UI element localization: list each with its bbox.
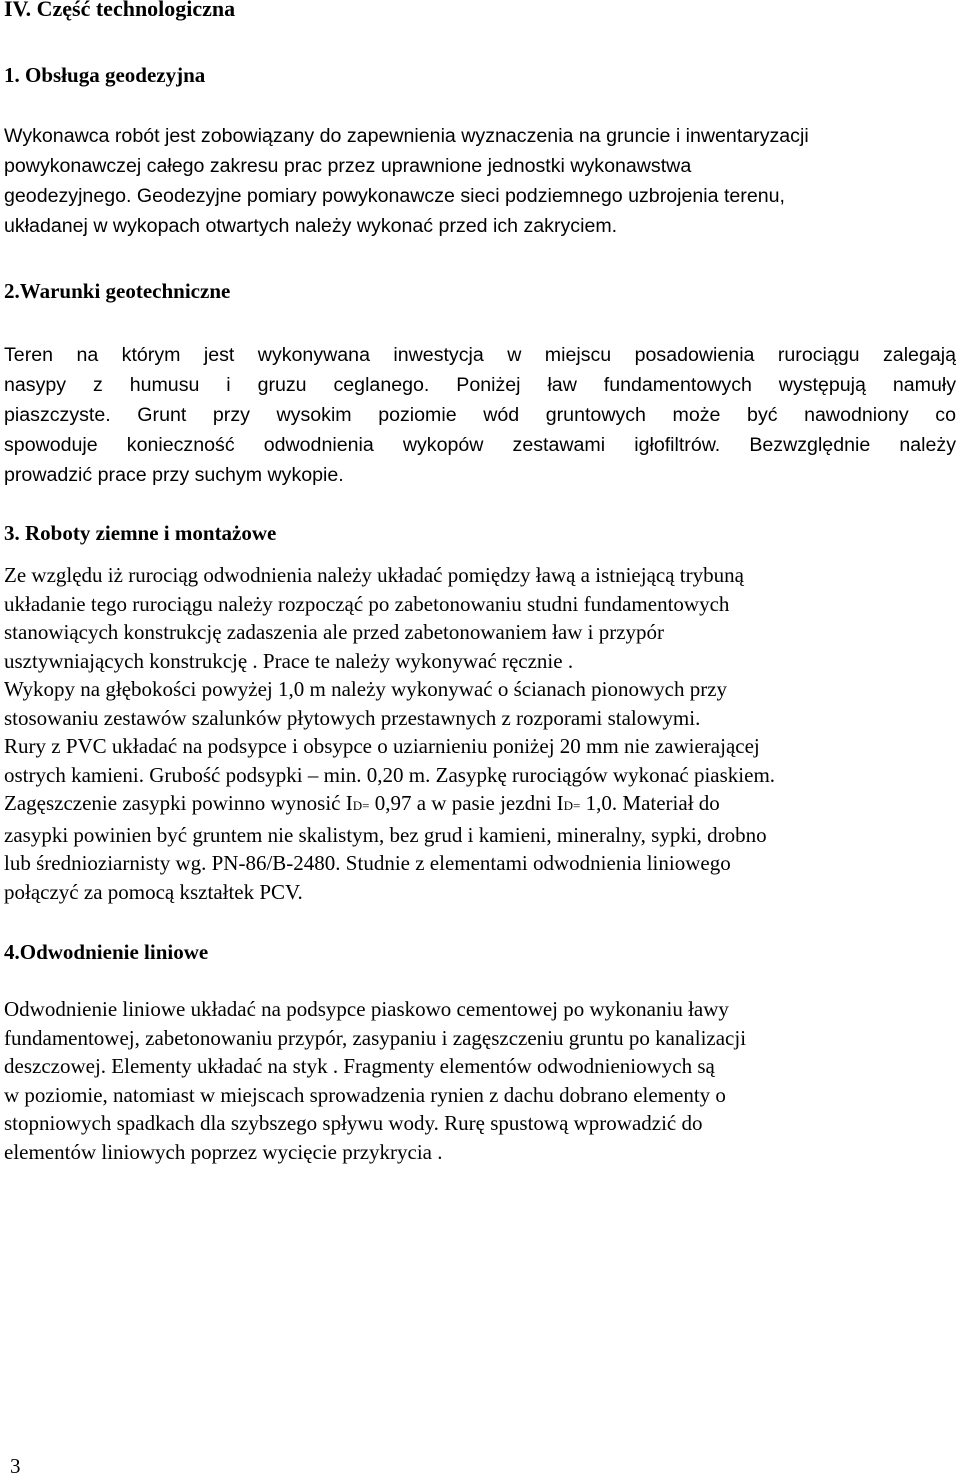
paragraph-line: Wykonawca robót jest zobowiązany do zapewnienia wyznaczenia na gruncie i inwentaryzacji — [4, 125, 809, 147]
paragraph-line: fundamentowej, zabetonowaniu przypór, zasypaniu i zagęszczeniu gruntu po kanalizacji — [4, 1025, 747, 1050]
compaction-line — [4, 789, 956, 821]
paragraph-line: usztywniających konstrukcję . Prace te należy wykonywać ręcznie . — [4, 648, 574, 673]
paragraph-line: lub średnioziarnisty wg. PN-86/B-2480. Studnie z elementami odwodnienia liniowego — [4, 851, 731, 875]
compaction-subscript-b: D= — [563, 798, 581, 813]
paragraph-line: piaszczyste. Grunt przy wysokim poziomie wód gruntowych może być nawodniony co — [4, 404, 956, 426]
paragraph-line: ostrych kamieni. Grubość podsypki – min. 0,20 m. Zasypkę rurociągów wykonać piaskiem. — [4, 762, 776, 787]
paragraph-line: elementów liniowych poprzez wycięcie przykrycia . — [4, 1139, 443, 1164]
page-number: 3 — [10, 1454, 21, 1478]
document-title: IV. Część technologiczna — [4, 0, 236, 21]
paragraph-line: w poziomie, natomiast w miejscach sprowadzenia rynien z dachu dobrano elementy o — [4, 1082, 726, 1107]
paragraph-line: Teren na którym jest wykonywana inwestycja w miejscu posadowienia rurociągu zalegają — [4, 344, 956, 366]
paragraph-line: nasypy z humusu i gruzu ceglanego. Poniżej ław fundamentowych występują namuły — [4, 374, 956, 396]
paragraph-line: układanie tego rurociągu należy rozpocząć po zabetonowaniu studni fundamentowych — [4, 591, 730, 616]
compaction-text-a: Zagęszczenie zasypki powinno wynosić I — [4, 791, 353, 815]
paragraph-line: układanej w wykopach otwartych należy wykonać przed ich zakryciem. — [4, 215, 618, 237]
section-3-paragraph — [4, 561, 956, 906]
section-2-paragraph — [4, 340, 956, 490]
section-4-paragraph — [4, 995, 956, 1166]
paragraph-line: stanowiących konstrukcję zadaszenia ale przed zabetonowaniem ław i przypór — [4, 620, 665, 644]
paragraph-line: geodezyjnego. Geodezyjne pomiary powykonawcze sieci podziemnego uzbrojenia terenu, — [4, 185, 785, 207]
section-3-heading: 3. Roboty ziemne i montażowe — [4, 521, 277, 545]
paragraph-line: Ze względu iż rurociąg odwodnienia należy układać pomiędzy ławą a istniejącą trybuną — [4, 563, 744, 587]
compaction-subscript-a: D= — [352, 798, 370, 813]
paragraph-line: połączyć za pomocą kształtek PCV. — [4, 879, 303, 904]
paragraph-line: Rury z PVC układać na podsypce i obsypce o uziarnieniu poniżej 20 mm nie zawierającej — [4, 734, 760, 758]
section-1-heading: 1. Obsługa geodezyjna — [4, 63, 206, 87]
paragraph-line: Wykopy na głębokości powyżej 1,0 m należy wykonywać o ścianach pionowych przy — [4, 677, 728, 701]
paragraph-line: stopniowych spadkach dla szybszego spływu wody. Rurę spustową wprowadzić do — [4, 1111, 703, 1135]
paragraph-line: prowadzić prace przy suchym wykopie. — [4, 464, 344, 486]
section-1-paragraph — [4, 121, 956, 241]
section-2-heading: 2.Warunki geotechniczne — [4, 279, 231, 303]
paragraph-line: zasypki powinien być gruntem nie skalistym, bez grud i kamieni, mineralny, sypki, drobno — [4, 822, 767, 847]
paragraph-line: powykonawczej całego zakresu prac przez uprawnione jednostki wykonawstwa — [4, 155, 692, 177]
paragraph-line: deszczowej. Elementy układać na styk . Fragmenty elementów odwodnieniowych są — [4, 1054, 715, 1078]
section-4-heading: 4.Odwodnienie liniowe — [4, 940, 209, 964]
paragraph-line: stosowaniu zestawów szalunków płytowych przestawnych z rozporami stalowymi. — [4, 705, 701, 730]
paragraph-line: Odwodnienie liniowe układać na podsypce piaskowo cementowej po wykonaniu ławy — [4, 997, 729, 1021]
compaction-value-b: 1,0. Materiał do — [580, 791, 720, 815]
paragraph-line: spowoduje konieczność odwodnienia wykopów zestawami igłofiltrów. Bezwzględnie należy — [4, 434, 956, 456]
compaction-value-a: 0,97 a w pasie jezdni I — [369, 791, 564, 815]
